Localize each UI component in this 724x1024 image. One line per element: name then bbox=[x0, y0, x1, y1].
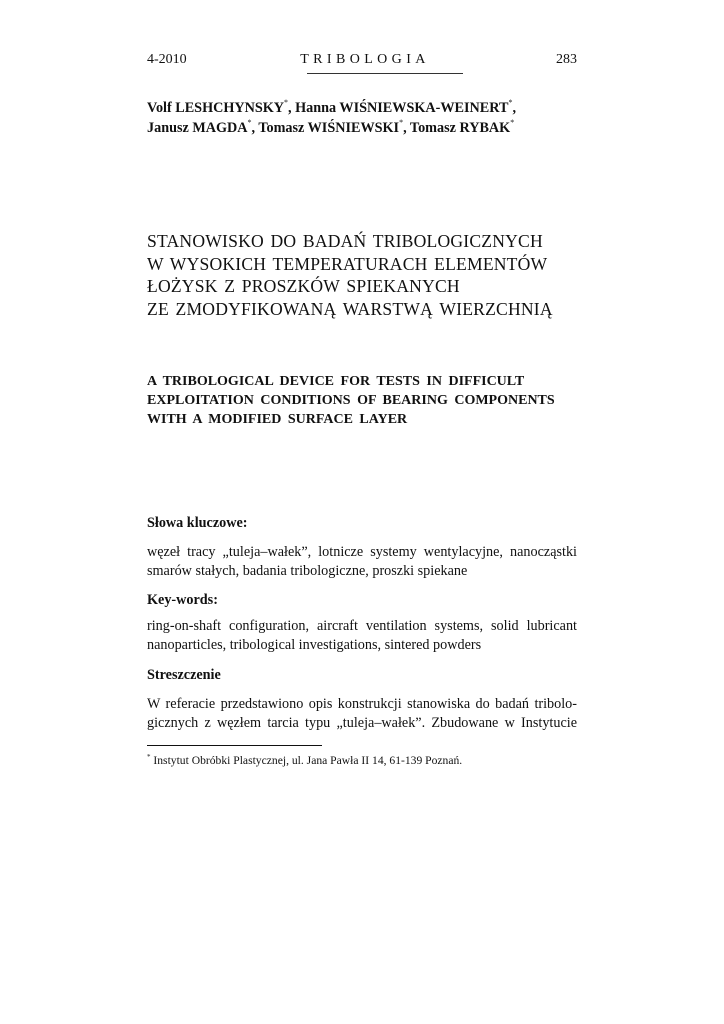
footnote-rule bbox=[147, 745, 322, 746]
keywords-english bbox=[147, 617, 577, 655]
text-line: W referacie przedstawiono opis konstrukcji stanowiska do badań tribolo- bbox=[147, 696, 577, 712]
header-rule bbox=[307, 73, 463, 74]
author-line-1 bbox=[147, 98, 577, 118]
text-line: smarów stałych, badania tribologiczne, proszki spiekane bbox=[147, 563, 468, 579]
affiliation-footnote bbox=[147, 754, 577, 768]
journal-name: TRIBOLOGIA bbox=[300, 52, 430, 67]
footnote-text: Instytut Obróbki Plastycznej, ul. Jana Pawła II 14, 61-139 Poznań. bbox=[150, 754, 463, 767]
affiliation-mark: * bbox=[510, 118, 515, 127]
text-line: gicznych z węzłem tarcia typu „tuleja–wałek”. Zbudowane w Instytucie bbox=[147, 715, 577, 731]
issue-number: 4-2010 bbox=[147, 52, 187, 67]
keywords-english-heading: Key-words: bbox=[147, 592, 218, 608]
running-head bbox=[147, 52, 577, 74]
title-line: STANOWISKO DO BADAŃ TRIBOLOGICZNYCH bbox=[147, 231, 543, 251]
title-line: WITH A MODIFIED SURFACE LAYER bbox=[147, 412, 408, 427]
keywords-polish-heading: Słowa kluczowe: bbox=[147, 515, 248, 531]
author-name: , Hanna WIŚNIEWSKA-WEINERT bbox=[288, 100, 509, 116]
affiliation-mark: * bbox=[284, 98, 289, 107]
author-name: Janusz MAGDA bbox=[147, 120, 248, 136]
abstract-heading: Streszczenie bbox=[147, 667, 221, 683]
title-line: W WYSOKICH TEMPERATURACH ELEMENTÓW bbox=[147, 253, 548, 274]
author-name: , Tomasz RYBAK bbox=[403, 120, 511, 136]
title-line: A TRIBOLOGICAL DEVICE FOR TESTS IN DIFFICULT bbox=[147, 374, 525, 389]
text-line: ring-on-shaft configuration, aircraft ventilation systems, solid lubricant bbox=[147, 618, 577, 634]
keywords-polish bbox=[147, 543, 577, 581]
author-line-2 bbox=[147, 118, 577, 138]
title-line: ŁOŻYSK Z PROSZKÓW SPIEKANYCH bbox=[147, 276, 460, 296]
page-number: 283 bbox=[556, 52, 577, 67]
text-line: nanoparticles, tribological investigations, sintered powders bbox=[147, 637, 482, 653]
affiliation-mark: * bbox=[247, 118, 252, 127]
abstract-text bbox=[147, 695, 577, 733]
author-separator: , bbox=[512, 100, 516, 116]
text-line: węzeł tracy „tuleja–wałek”, lotnicze systemy wentylacyjne, nanocząstki bbox=[147, 544, 577, 560]
footnote-mark: * bbox=[147, 753, 151, 761]
author-name: Volf LESHCHYNSKY bbox=[147, 100, 285, 116]
paper-title-english bbox=[147, 372, 577, 429]
affiliation-mark: * bbox=[508, 98, 513, 107]
affiliation-mark: * bbox=[399, 118, 404, 127]
title-line: ZE ZMODYFIKOWANĄ WARSTWĄ WIERZCHNIĄ bbox=[147, 298, 553, 319]
journal-page bbox=[147, 0, 577, 1024]
author-list bbox=[147, 98, 577, 138]
paper-title-polish bbox=[147, 230, 577, 320]
author-name: , Tomasz WIŚNIEWSKI bbox=[251, 120, 400, 136]
title-line: EXPLOITATION CONDITIONS OF BEARING COMPONENTS bbox=[147, 393, 555, 408]
